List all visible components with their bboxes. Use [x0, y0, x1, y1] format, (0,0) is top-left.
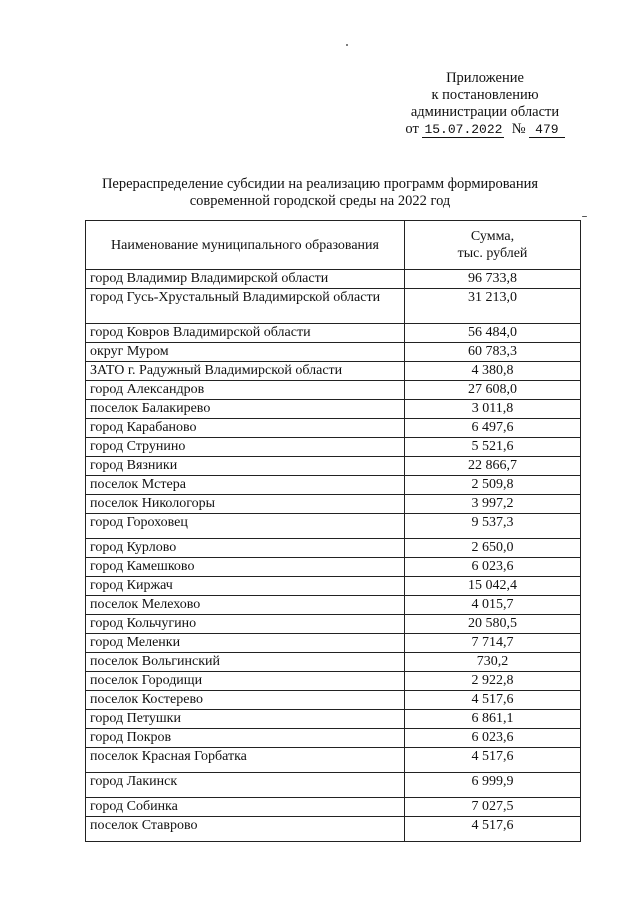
- subsidy-sum-cell: 15 042,4: [405, 577, 581, 596]
- municipality-name-cell: город Гороховец: [86, 514, 405, 539]
- municipality-name-cell: город Киржач: [86, 577, 405, 596]
- subsidy-sum-cell: 6 999,9: [405, 773, 581, 798]
- municipality-name-cell: город Ковров Владимирской области: [86, 324, 405, 343]
- municipality-name-cell: город Покров: [86, 729, 405, 748]
- table-row: [86, 558, 581, 577]
- approval-header: [380, 70, 590, 138]
- table-row: [86, 381, 581, 400]
- table-row: [86, 672, 581, 691]
- column-header-sum-line-1: Сумма,: [470, 229, 515, 244]
- table-row: [86, 748, 581, 773]
- subsidy-sum-cell: 4 517,6: [405, 691, 581, 710]
- table-row: [86, 495, 581, 514]
- table-row: [86, 457, 581, 476]
- header-line-3: администрации области: [410, 104, 560, 120]
- scan-speck: [582, 216, 587, 217]
- municipality-name-cell: поселок Балакирево: [86, 400, 405, 419]
- municipality-name-cell: поселок Мстера: [86, 476, 405, 495]
- municipality-name-cell: поселок Костерево: [86, 691, 405, 710]
- subsidy-sum-cell: 31 213,0: [405, 289, 581, 324]
- subsidy-sum-cell: 6 023,6: [405, 558, 581, 577]
- subsidy-sum-cell: 6 497,6: [405, 419, 581, 438]
- subsidy-sum-cell: 6 861,1: [405, 710, 581, 729]
- table-row: [86, 817, 581, 842]
- subsidy-sum-cell: 7 027,5: [405, 798, 581, 817]
- municipality-name-cell: поселок Вольгинский: [86, 653, 405, 672]
- municipality-name-cell: округ Муром: [86, 343, 405, 362]
- subsidy-sum-cell: 6 023,6: [405, 729, 581, 748]
- scan-speck: [346, 44, 348, 46]
- title-line-1: Перераспределение субсидии на реализацию программ формирования: [101, 176, 539, 192]
- subsidy-sum-cell: 2 650,0: [405, 539, 581, 558]
- municipality-name-cell: город Кольчугино: [86, 615, 405, 634]
- subsidy-sum-cell: 3 011,8: [405, 400, 581, 419]
- municipality-name-cell: город Струнино: [86, 438, 405, 457]
- header-line-2: к постановлению: [431, 87, 539, 103]
- municipality-name-cell: город Камешково: [86, 558, 405, 577]
- table-row: [86, 596, 581, 615]
- table-row: [86, 577, 581, 596]
- table-row: [86, 539, 581, 558]
- table-row: [86, 691, 581, 710]
- table-row: [86, 270, 581, 289]
- subsidy-sum-cell: 9 537,3: [405, 514, 581, 539]
- order-reference: [380, 121, 590, 138]
- municipality-name-cell: ЗАТО г. Радужный Владимирской области: [86, 362, 405, 381]
- table-row: [86, 773, 581, 798]
- table-row: [86, 362, 581, 381]
- subsidy-sum-cell: 2 509,8: [405, 476, 581, 495]
- subsidy-sum-cell: 4 015,7: [405, 596, 581, 615]
- municipality-name-cell: город Владимир Владимирской области: [86, 270, 405, 289]
- order-date: 15.07.2022: [424, 122, 503, 137]
- column-header-name: Наименование муниципального образования: [86, 221, 405, 270]
- table-row: [86, 324, 581, 343]
- municipality-name-cell: поселок Красная Горбатка: [86, 748, 405, 773]
- table-row: [86, 419, 581, 438]
- subsidy-sum-cell: 5 521,6: [405, 438, 581, 457]
- subsidy-sum-cell: 56 484,0: [405, 324, 581, 343]
- number-prefix: №: [511, 121, 526, 137]
- column-header-sum: [405, 221, 581, 270]
- subsidy-sum-cell: 27 608,0: [405, 381, 581, 400]
- subsidy-sum-cell: 20 580,5: [405, 615, 581, 634]
- table-row: [86, 514, 581, 539]
- table-row: [86, 343, 581, 362]
- municipality-name-cell: город Лакинск: [86, 773, 405, 798]
- table-row: [86, 798, 581, 817]
- column-header-sum-line-2: тыс. рублей: [457, 246, 528, 261]
- table-row: [86, 653, 581, 672]
- municipality-name-cell: город Петушки: [86, 710, 405, 729]
- table-row: [86, 438, 581, 457]
- subsidy-sum-cell: 4 517,6: [405, 817, 581, 842]
- table-row: [86, 289, 581, 324]
- subsidy-sum-cell: 2 922,8: [405, 672, 581, 691]
- subsidy-sum-cell: 4 517,6: [405, 748, 581, 773]
- municipality-name-cell: город Курлово: [86, 539, 405, 558]
- title-line-2: современной городской среды на 2022 год: [189, 193, 451, 209]
- header-line-1: Приложение: [446, 70, 524, 86]
- municipality-name-cell: поселок Ставрово: [86, 817, 405, 842]
- date-prefix: от: [405, 121, 419, 137]
- municipality-name-cell: поселок Городищи: [86, 672, 405, 691]
- municipality-name-cell: поселок Никологоры: [86, 495, 405, 514]
- table-row: [86, 615, 581, 634]
- table-row: [86, 634, 581, 653]
- municipality-name-cell: город Собинка: [86, 798, 405, 817]
- table-row: [86, 400, 581, 419]
- table-body: [86, 270, 581, 842]
- table-row: [86, 710, 581, 729]
- subsidy-sum-cell: 4 380,8: [405, 362, 581, 381]
- subsidy-sum-cell: 3 997,2: [405, 495, 581, 514]
- order-number: 479: [529, 122, 564, 138]
- subsidy-sum-cell: 7 714,7: [405, 634, 581, 653]
- municipality-name-cell: город Меленки: [86, 634, 405, 653]
- municipality-name-cell: город Гусь-Хрустальный Владимирской области: [86, 289, 405, 324]
- subsidy-sum-cell: 730,2: [405, 653, 581, 672]
- municipality-name-cell: город Вязники: [86, 457, 405, 476]
- table-row: [86, 476, 581, 495]
- table-header-row: [86, 221, 581, 270]
- municipality-name-cell: поселок Мелехово: [86, 596, 405, 615]
- document-title: [60, 176, 580, 210]
- subsidy-sum-cell: 60 783,3: [405, 343, 581, 362]
- subsidy-sum-cell: 22 866,7: [405, 457, 581, 476]
- municipality-name-cell: город Карабаново: [86, 419, 405, 438]
- municipality-name-cell: город Александров: [86, 381, 405, 400]
- table-row: [86, 729, 581, 748]
- subsidy-sum-cell: 96 733,8: [405, 270, 581, 289]
- subsidy-table: [85, 220, 581, 842]
